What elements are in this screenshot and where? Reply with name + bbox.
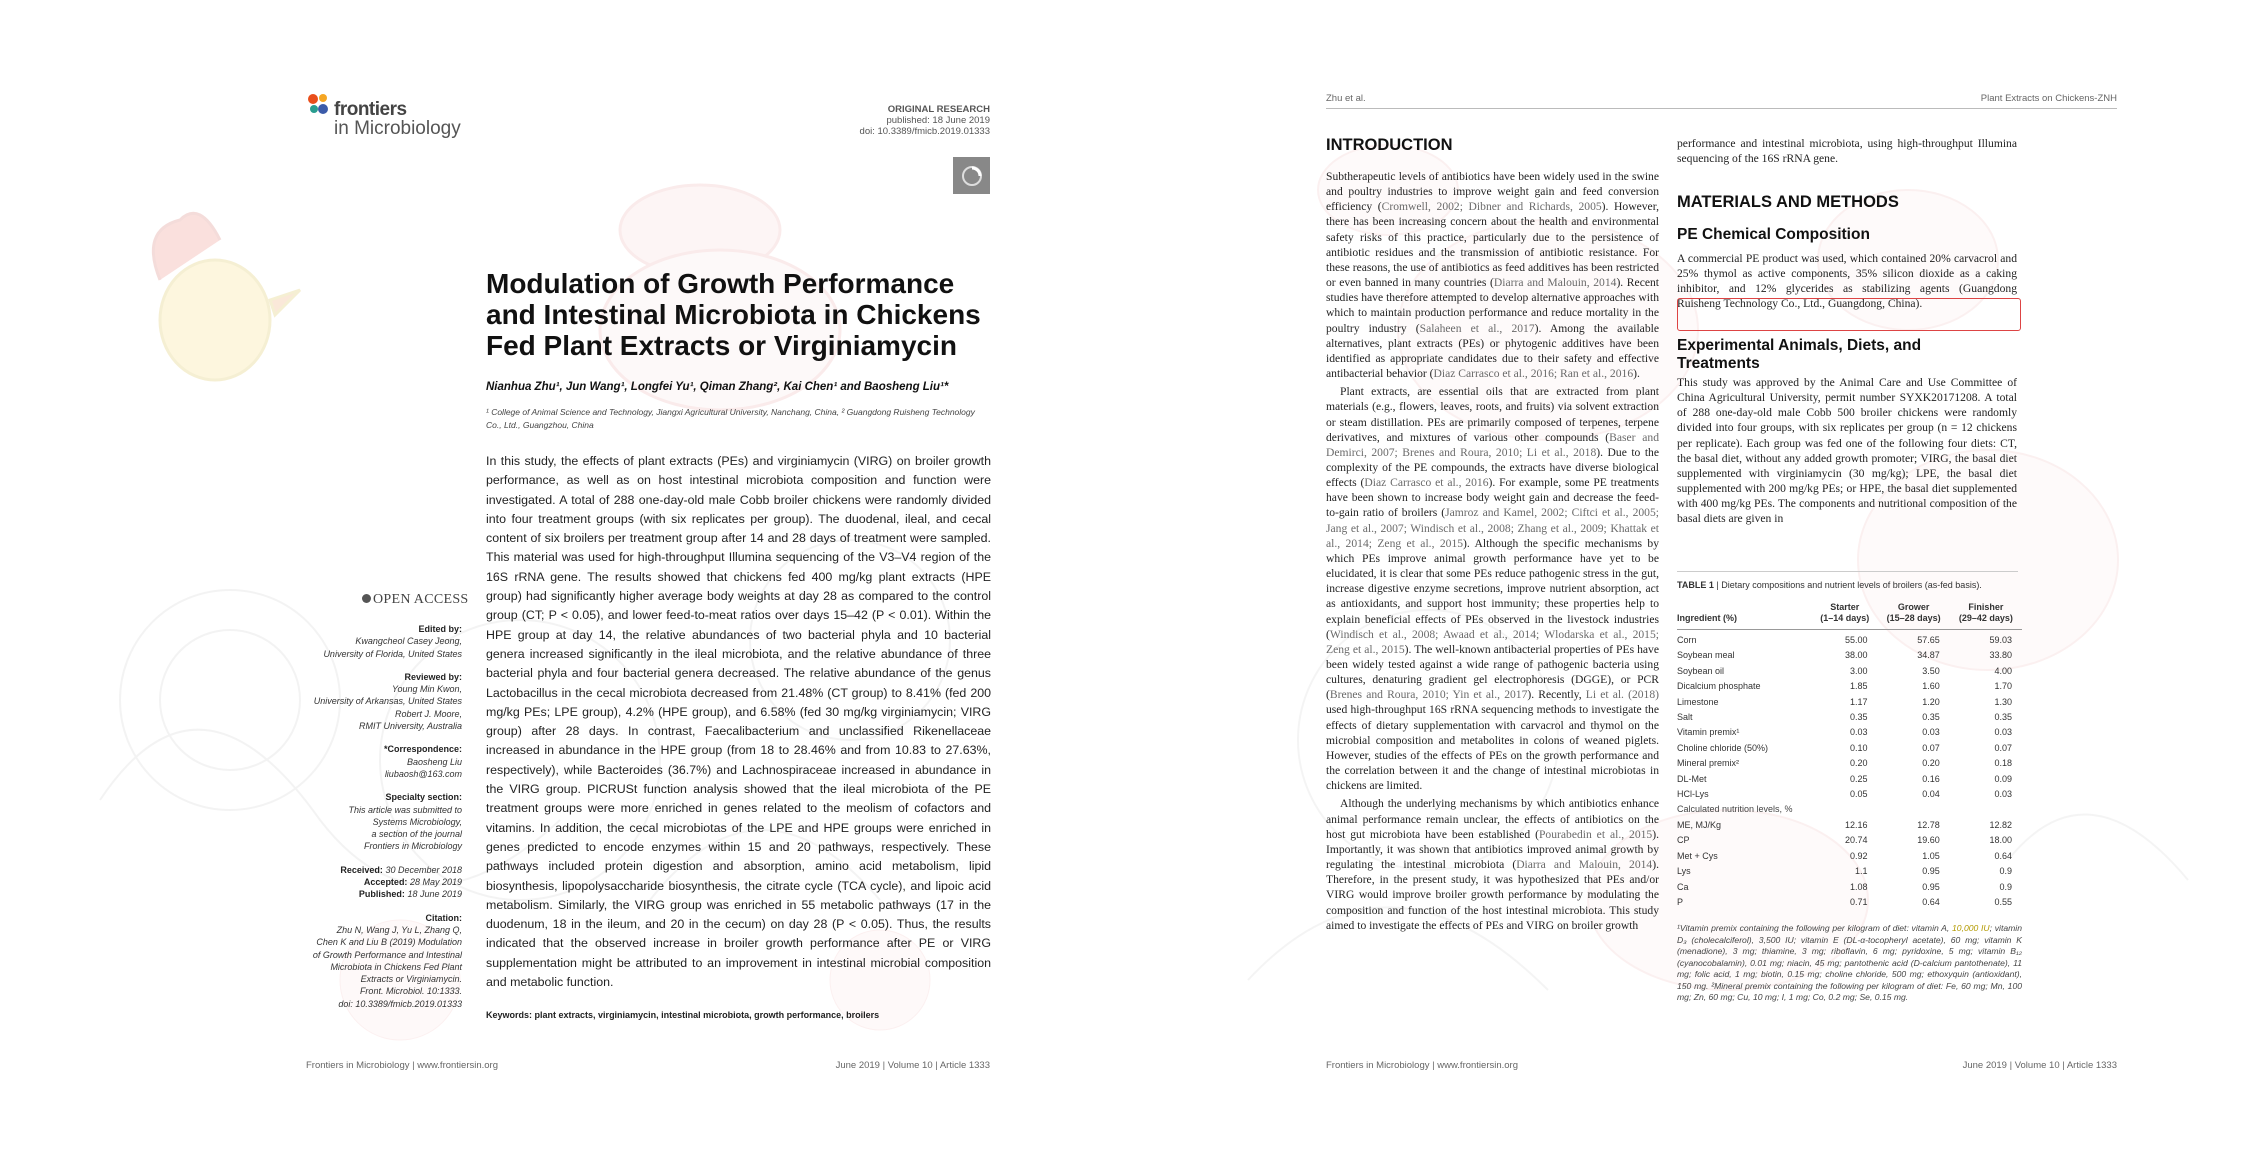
table-row [1677,849,2022,864]
open-access-badge [362,592,469,608]
editor-affiliation: University of Florida, United States [323,648,462,659]
table-header: Ingredient (%) [1677,602,1812,630]
table-row [1677,895,2022,910]
table-cell: 0.35 [1922,712,1940,723]
table-cell: 1.70 [1994,681,2012,692]
table-row [1677,772,2022,787]
table-cell: 3.00 [1849,665,1868,676]
reviewer-line: University of Arkansas, United States [313,696,462,707]
table-cell: 0.20 [1849,758,1868,769]
table-row [1677,787,2022,802]
author-list: Nianhua Zhu¹, Jun Wang¹, Longfei Yu¹, Qiman Zhang², Kai Chen¹ and Baosheng Liu¹* [486,381,949,393]
specialty-label: Specialty section: [385,792,462,803]
affiliations: ¹ College of Animal Science and Technology, Jiangxi Agricultural University, Nanchang, China, ² Guangdong Ruisheng Technology Co., Ltd., Guangzhou, China [486,407,975,430]
table-cell: 0.03 [1994,727,2012,738]
citation-line: Microbiota in Chickens Fed Plant [330,961,462,972]
table-top-rule [1677,571,2018,572]
citation-doi[interactable]: doi: 10.3389/fmicb.2019.01333 [338,998,462,1009]
table-cell: 33.80 [1989,650,2012,661]
table-cell: 34.87 [1917,650,1940,661]
table-header: Grower (15–28 days) [1878,602,1950,630]
citation-link[interactable]: Li et al. (2018) [1585,688,1659,702]
table-row-label: Mineral premix² [1677,758,1740,769]
table-row-label: HCl-Lys [1677,789,1709,800]
table-row [1677,864,2022,879]
table-row [1677,880,2022,895]
table-cell: 0.95 [1922,881,1940,892]
table-cell: 12.78 [1917,819,1940,830]
footer-journal[interactable]: Frontiers in Microbiology | www.frontiersin.org [1326,1060,1519,1071]
table-cell: 0.07 [1994,742,2012,753]
table-row-label: Salt [1677,712,1693,723]
abstract: In this study, the effects of plant extracts (PEs) and virginiamycin (VIRG) on broiler growth performance, as well as on host intestinal microbiota composition and function were investigated. A total of 288 one-day-old male Cobb broiler chickens were randomly divided into four treatment groups (with six replicates per group). The duodenal, ileal, and cecal content of six broilers per treatment group after 14 and 28 days of treatment were sampled. This material was used for high-throughput Illumina sequencing of the V3–V4 region of the 16S rRNA gene. The results showed that chickens fed 400 mg/kg plant extracts (HPE group) had significantly higher average body weights at day 28 as compared to the control group (CT; P < 0.05), and lower feed-to-meat ratios over days 15–42 (P < 0.01). Within the HPE group at day 14, the relative abundances of two bacterial phyla and 10 bacterial genera increased significantly in the ileal microbiota, and the relative abundance of three bacterial phyla and four bacterial genera decreased. The relative abundance of the genus Lactobacillus in the cecal microbiota decreased from 21.48% (CT group) to 8.41% (fed 200 mg/kg PEs; LPE group), 4.2% (HPE group), and 6.58% (fed 30 mg/kg virginiamycin; VIRG group) after 28 days. In contrast, Faecalibacterium and unclassified Rikenellaceae increased in abundance in the HPE group (from 18 to 28.46% and from 10.83 to 27.63%, respectively), while Bacteroides (36.7%) and Lachnospiraceae increased in abundance in the VIRG group. PICRUSt function analysis showed that the ileal microbiota of the PE treatment groups were more enriched in genes related to the meolism of cofactors and vitamins. In addition, the cecal microbiotas of the LPE and HPE groups were enriched in genes predicted to encode enzymes within 15 and 20 pathways, respectively. These pathways included protein digestion and absorption, amino acid metabolism, lipid biosynthesis, lipopolysaccharide biosynthesis, the citrate cycle (TCA cycle), and lipoic acid metabolism. Similarly, the VIRG group was enriched in 55 metabolic pathways (17 in the duodenum, 18 in the ileum, and 20 in the cecum) on day 28 (P < 0.05). Thus, the results indicated that the observed increase in broiler growth performance after PE or VIRG supplementation might be attributed to an improvement in intestinal microbial composition and metabolic function. [486,454,991,990]
table-row [1677,818,2022,833]
citation-line: Zhu N, Wang J, Yu L, Zhang Q, [336,924,462,935]
open-access-icon [362,594,371,603]
table-cell: 12.16 [1844,819,1868,830]
table-cell: 0.03 [1922,727,1940,738]
citation-line: of Growth Performance and Intestinal [312,949,462,960]
table-cell: 0.35 [1849,712,1868,723]
table-cell: 59.03 [1989,635,2012,645]
running-head-title: Plant Extracts on Chickens-ZNH [1980,93,2117,104]
specialty-line: a section of the journal [371,829,462,840]
table-cell: 1.05 [1922,850,1940,861]
paragraph-text: ). Among the available alternatives, plant extracts (PEs) or phytogenic additives have been identified as appropriate candidates due to their safety and effective antibacterial behavior ( [1326,321,1659,381]
table-cell: 55.00 [1844,635,1868,645]
footer-issue: June 2019 | Volume 10 | Article 1333 [1962,1060,2117,1071]
table-cell: 0.35 [1994,712,2012,723]
table-row [1677,695,2022,710]
citation-link[interactable]: Cromwell, 2002; Dibner and Richards, 2005 [1381,200,1602,214]
paragraph-text: ). However, there has been increasing concern about the health and environmental safety risks of this practice, particularly due to the persistence of antibiotic residues and the transmission of antibiotic resistance. For these reasons, the use of antibiotics as feed additives has been restricted or even banned in many countries ( [1326,200,1659,290]
table-cell: 0.16 [1922,773,1940,784]
correspondence-label: *Correspondence: [383,744,462,755]
section-heading-methods: MATERIALS AND METHODS [1677,193,1899,211]
reviewer-line: Young Min Kwon, [391,684,462,695]
table-cell: 3.50 [1922,665,1940,676]
header-rule [1326,108,2117,109]
article-title: Modulation of Growth Performance and Intestinal Microbiota in Chickens Fed Plant Extracts or Virginiamycin [486,268,981,361]
table-row [1677,710,2022,725]
table-row-label: ME, MJ/Kg [1677,819,1722,830]
reviewer-line: Robert J. Moore, [394,708,462,719]
published-date: published: 18 June 2019 [886,115,990,126]
table-row-label: Soybean meal [1677,650,1735,661]
table-cell: 0.03 [1994,789,2012,800]
table-cell: 1.20 [1922,696,1940,707]
introduction-text [1326,169,1659,933]
table-row-label: Limestone [1677,696,1719,707]
table-cell: 38.00 [1844,650,1868,661]
specialty-line: Systems Microbiology, [372,816,462,827]
received-date: Received: 30 December 2018 [340,864,462,875]
reviewed-by-label: Reviewed by: [404,671,462,682]
citation-link[interactable]: Diarra and Malouin, 2014 [1493,276,1617,290]
table-cell: 57.65 [1917,635,1940,645]
citation-line: Front. Microbiol. 10:1333. [359,986,462,997]
sidebar-metadata [286,623,462,1010]
footnote-text: ; vitamin D₃ (cholecalciferol), 3,500 IU; vitamin E (DL-α-tocopheryl acetate), 60 mg; vitamin K (menadione), 3 mg; thiamine, 3 mg; riboflavin, 6 mg; pyridoxine, 5 mg; vitamin B₁₂ (cyanocobalamin), 0.01 mg; niacin, 45 mg; pantothenic acid (D-calcium pantothenate), 11 mg; folic acid, 1 mg; biotin, 0.15 mg; choline chloride, 500 mg; ethoxyquin (antioxidant), 150 mg. ²Mineral premix containing the following per kilogram of diet: Fe, 60 mg; Mn, 100 mg; Zn, 60 mg; Cu, 10 mg; I, 1 mg; Co, 0.2 mg; Se, 0.15 mg. [1677,923,2022,1002]
table-row [1677,664,2022,679]
intro-paragraph-1 [1326,169,1659,381]
table-row-label: Met + Cys [1677,850,1718,861]
citation-line: Extracts or Virginiamycin. [360,974,462,985]
paragraph-text: Although the underlying mechanisms by which antibiotics enhance animal performance remain unclear, the effects of antibiotics on the host gut microbiota have been established ( [1326,797,1659,841]
table-row-label: DL-Met [1677,773,1707,784]
section-heading-introduction: INTRODUCTION [1326,136,1453,154]
table-cell: 1.1 [1855,866,1868,877]
table-row-label: Soybean oil [1677,665,1725,676]
table-cell: 0.71 [1849,896,1868,907]
citation-link[interactable]: Diaz Carrasco et al., 2016; Ran et al., 2016 [1433,367,1634,381]
paragraph-text: ). For example, some PE treatments have been shown to increase body weight gain and decrease the feed-to-gain ratio of broilers ( [1326,476,1659,520]
table-cell: 1.30 [1994,696,2012,707]
citation-link[interactable]: Pourabedin et al., 2015 [1538,827,1653,841]
table-caption-text: | Dietary compositions and nutrient levels of broilers (as-fed basis). [1716,580,1982,590]
paragraph-text: ). Therefore, in the present study, it was hypothesized that PEs and/or VIRG would improve broiler growth performance by modulating the composition and function of the host intestinal microbiota. This study aimed to investigate the effects of PEs and VIRG on broiler growth [1326,858,1659,932]
keywords [486,1010,1006,1020]
logo-brand: frontiers [334,99,407,120]
citation-link[interactable]: Diaz Carrasco et al., 2016 [1364,476,1489,490]
article-doi[interactable]: doi: 10.3389/fmicb.2019.01333 [859,126,990,137]
reviewer-line: RMIT University, Australia [358,721,462,732]
paragraph-text: ). Recently, [1527,688,1586,702]
table-cell: 0.9 [1999,881,2012,892]
table-row [1677,741,2022,756]
citation-link[interactable]: Brenes and Roura, 2010; Yin et al., 2017 [1329,688,1528,702]
table-row [1677,648,2022,663]
accepted-date: Accepted: 28 May 2019 [363,877,462,888]
table-row [1677,756,2022,771]
paragraph-text: ). Although the specific mechanisms by which PEs improve animal growth performance have yet to be elucidated, it is clear that some PEs reduce pathogenic stress in the gut, increase digestive enzyme secretions, improve nutrient absorption, act as antioxidants, and support host immunity; these properties help to explain beneficial effects of PEs observed in the livestock industries ( [1326,536,1660,641]
correspondence-name: Baosheng Liu [406,756,462,767]
running-head-authors: Zhu et al. [1326,93,1366,104]
table-row [1677,833,2022,848]
citation-line: Chen K and Liu B (2019) Modulation [316,937,462,948]
published-date-sidebar: Published: 18 June 2019 [358,889,462,900]
table-cell: 18.00 [1989,835,2012,846]
intro-continuation: performance and intestinal microbiota, using high-throughput Illumina sequencing of the 16S rRNA gene. [1677,137,2017,166]
intro-paragraph-3 [1326,796,1659,932]
table-row-label: P [1677,896,1684,907]
table-row-label: Lys [1677,866,1691,877]
text-highlight-box [1677,298,2021,331]
citation-label: Citation: [425,912,462,923]
keywords-label: Keywords: [486,1010,533,1020]
table-cell: 0.04 [1922,789,1940,800]
table-footnote [1677,923,2022,1004]
table-row-label: CP [1677,835,1690,846]
table-cell: 0.92 [1849,850,1868,861]
footer-journal[interactable]: Frontiers in Microbiology | www.frontiersin.org [306,1060,499,1071]
table-cell: 1.17 [1849,696,1868,707]
table-cell: 1.85 [1849,681,1868,692]
table-row-label: Ca [1677,881,1689,892]
table-row-label: Calculated nutrition levels, % [1677,804,1793,815]
table-row-label: Vitamin premix¹ [1677,727,1740,738]
table-cell: 0.05 [1849,789,1868,800]
logo-journal: in Microbiology [334,118,461,139]
article-type: ORIGINAL RESEARCH [887,104,990,115]
specialty-line: This article was submitted to [348,804,462,815]
table-cell [1878,802,1950,817]
frontiers-logo-icon[interactable] [306,92,332,118]
table-cell: 4.00 [1994,665,2012,676]
citation-link[interactable]: Jamroz and Kamel, 2002; Ciftci et al., 2005; Jang et al., 2007; Windisch et al., 2008; Zhang et al., 2009; Khattak et al., 2014; Zeng et al., 2015 [1326,506,1659,550]
table-row [1677,630,2022,649]
table-cell: 1.08 [1849,881,1868,892]
footnote-highlighted: 10,000 IU [1952,923,1990,933]
table-cell [1950,802,2022,817]
paragraph-text: ). Due to the complexity of the PE compounds, the extracts have diverse biological effects ( [1326,445,1659,490]
paragraph-text: ). [1633,367,1640,381]
table-row-label: Corn [1677,635,1697,645]
table-cell: 0.64 [1994,850,2012,861]
table-label: TABLE 1 [1677,580,1714,590]
table-row [1677,679,2022,694]
table-row-label: Choline chloride (50%) [1677,742,1769,753]
table-row [1677,802,2022,817]
specialty-line: Frontiers in Microbiology [363,841,462,852]
article-info [860,104,990,137]
table-header: Starter (1–14 days) [1812,602,1878,630]
paragraph-text: ). Recent studies have therefore attempted to develop alternative approaches with which to maintain production performance and reduce mortality in the poultry industry ( [1326,276,1660,335]
table-cell: 0.25 [1849,773,1868,784]
diet-composition-table [1677,602,2022,910]
intro-paragraph-2 [1326,384,1659,793]
table-cell: 20.74 [1844,835,1868,846]
table-cell: 0.09 [1994,773,2012,784]
paragraph-text: ). The well-known antibacterial properties of PEs have been widely tested against a wide range of pathogenic bacteria using cultures, denaturing gradient gel electrophoresis (DGGE), or PCR ( [1326,642,1659,702]
table-cell: 0.03 [1849,727,1868,738]
table-cell: 0.07 [1922,742,1940,753]
pe-composition-text: A commercial PE product was used, which contained 20% carvacrol and 25% thymol as active components, 35% silicon dioxide as a caking inhibitor, and 12% glycerides as stabilizing agents (Guangdong Ruisheng Technology Co., Ltd., Guangdong, China). [1677,252,2017,311]
paragraph-text: ). Importantly, it was shown that antibiotics improved animal growth by regulating the intestinal microbiota ( [1326,827,1659,872]
citation-link[interactable]: Baser and Demirci, 2007; Brenes and Roura, 2010; Li et al., 2018 [1326,430,1659,459]
citation-link[interactable]: Windisch et al., 2008; Awaad et al., 2014; Wlodarska et al., 2015; Zeng et al., 2015 [1326,627,1659,656]
table-cell: 0.95 [1922,866,1940,877]
animals-text: This study was approved by the Animal Care and Use Committee of China Agricultural University, permit number SYXK20171208. A total of 288 one-day-old male Cobb 500 broiler chickens were randomly divided into four groups, with six replicates per group (n = 12 chickens per replicate). Each group was fed one of the following four diets: CT, the basal diet, without any added growth promoter; VIRG, the basal diet supplemented with virginiamycin (30 mg/kg); LPE, the basal diet supplemented with 200 mg/kg PEs; or HPE, the basal diet supplemented with 400 mg/kg PEs. The components and nutritional composition of the basal diets are given in [1677,376,2017,526]
paragraph-text: Plant extracts, are essential oils that are extracted from plant materials (e.g., flowers, leaves, roots, and fruits) via solvent extraction or steam distillation. PEs are primarily composed of terpenes, terpene derivatives, and mixtures of various other compounds ( [1326,385,1659,444]
table-cell: 0.18 [1994,758,2012,769]
correspondence-email[interactable]: liubaosh@163.com [384,768,462,779]
subsection-heading-animals: Experimental Animals, Diets, and Treatments [1677,337,1922,372]
table-cell: 0.55 [1994,896,2012,907]
table-cell: 12.82 [1989,819,2012,830]
edited-by-label: Edited by: [418,624,462,634]
crossmark-icon[interactable] [953,157,990,194]
citation-link[interactable]: Diarra and Malouin, 2014 [1516,858,1653,872]
table-row [1677,725,2022,740]
table-cell: 0.64 [1922,896,1940,907]
table-caption [1677,580,2022,590]
subsection-heading-pe: PE Chemical Composition [1677,226,1870,243]
table-cell [1812,802,1878,817]
table-cell: 0.9 [1999,866,2012,877]
paragraph-text: used high-throughput 16S rRNA sequencing methods to investigate the effects of dietary supplementation with carvacrol and thymol on the microbial composition and metabolites in colons of weaned piglets. However, studies of the effects of PEs on the growth performance and the correlation between it and the change of intestinal microbiotas in chickens are limited. [1326,703,1659,793]
keywords-list: plant extracts, virginiamycin, intestinal microbiota, growth performance, broilers [534,1010,880,1020]
footer-issue: June 2019 | Volume 10 | Article 1333 [835,1060,990,1071]
paragraph-text: Subtherapeutic levels of antibiotics have been widely used in the swine and poultry industries to improve weight gain and feed conversion efficiency ( [1326,170,1659,214]
table-cell: 0.10 [1849,742,1868,753]
table-cell: 0.20 [1922,758,1940,769]
open-access-label: OPEN ACCESS [373,592,469,607]
table-row-label: Dicalcium phosphate [1677,681,1761,692]
table-cell: 1.60 [1922,681,1940,692]
table-cell: 19.60 [1917,835,1940,846]
table-header: Finisher (29–42 days) [1950,602,2022,630]
editor-name: Kwangcheol Casey Jeong, [355,636,462,647]
citation-link[interactable]: Salaheen et al., 2017 [1419,321,1535,335]
footnote-text: ¹Vitamin premix containing the following per kilogram of diet: vitamin A, [1677,923,1953,933]
